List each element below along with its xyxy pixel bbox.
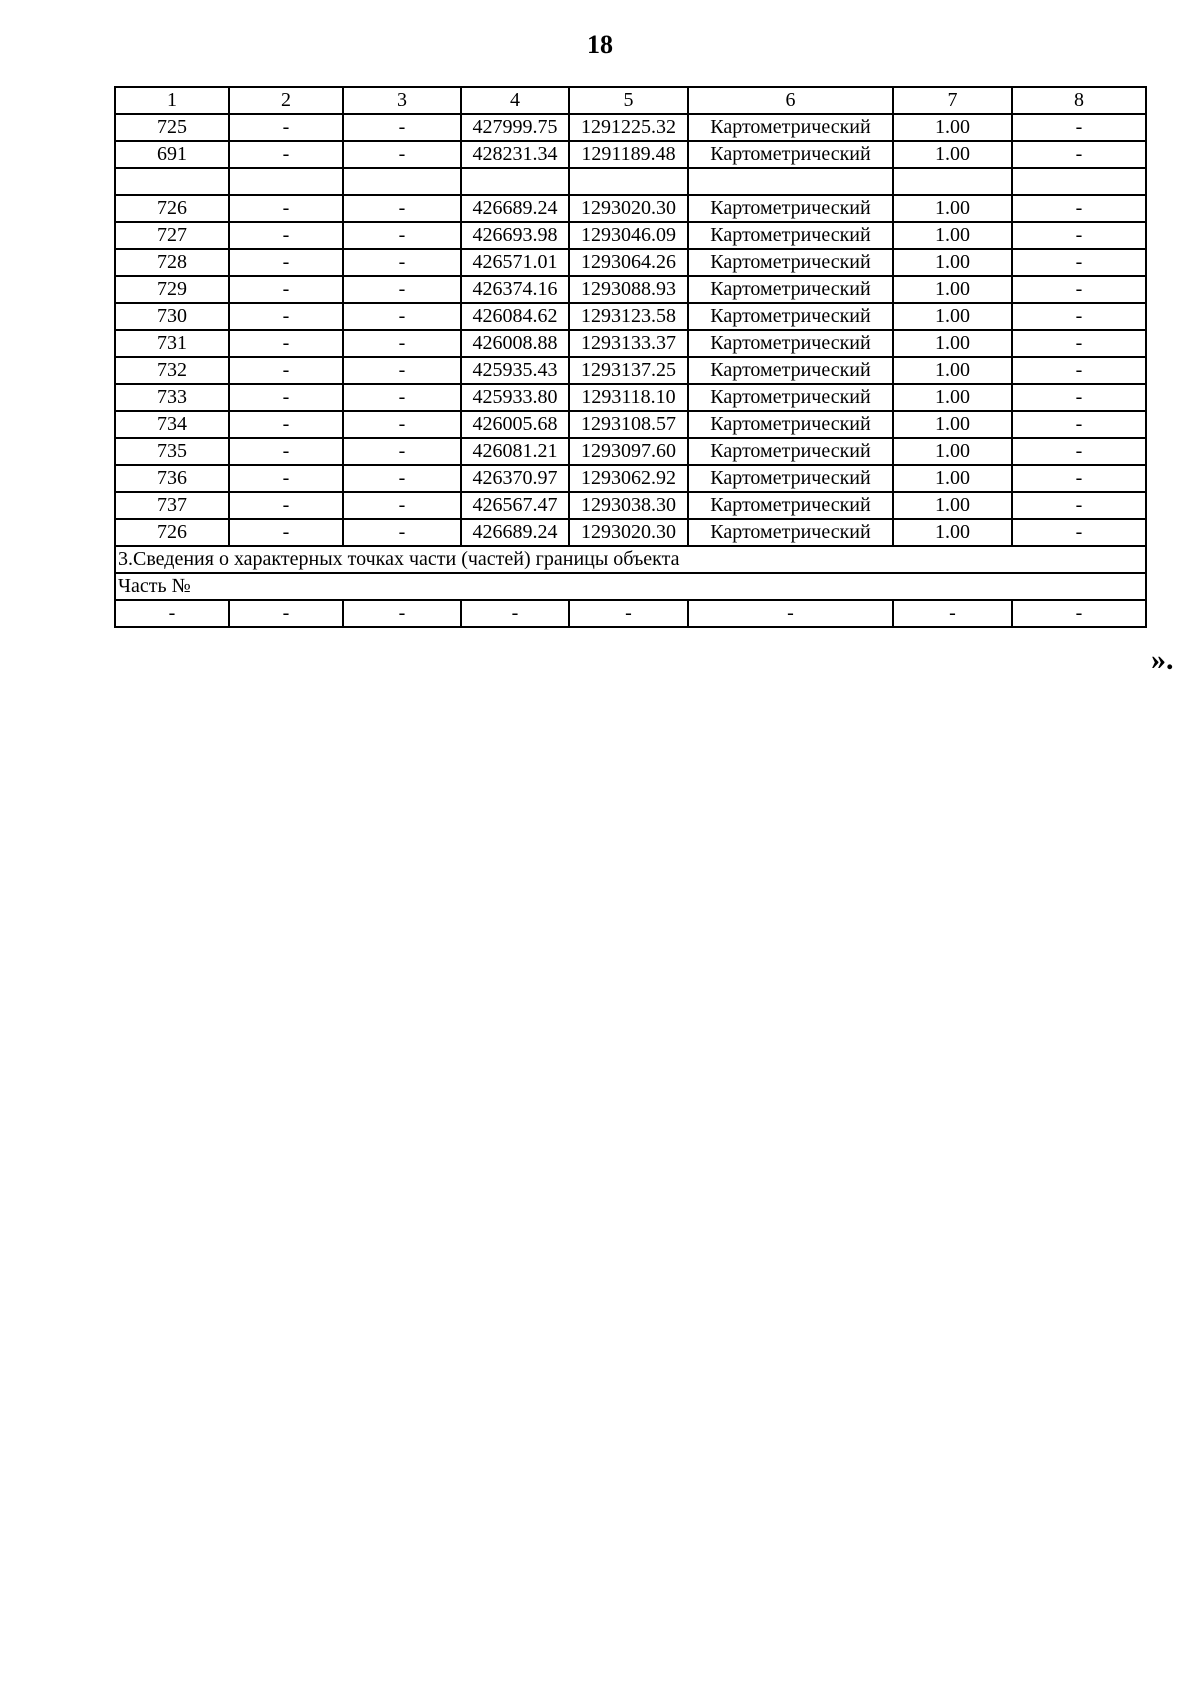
table-cell: Картометрический	[688, 357, 893, 384]
table-cell: 1	[115, 87, 229, 114]
table-cell: 4	[461, 87, 569, 114]
table-cell: 737	[115, 492, 229, 519]
table-cell: -	[229, 600, 343, 627]
table-cell: -	[1012, 465, 1146, 492]
closing-quote-mark: ».	[1151, 643, 1174, 676]
table-cell: 1.00	[893, 141, 1012, 168]
table-row	[115, 114, 1146, 141]
table-cell: 1291189.48	[569, 141, 688, 168]
table-cell: 426081.21	[461, 438, 569, 465]
table-cell	[688, 168, 893, 195]
table-cell: 1.00	[893, 519, 1012, 546]
page-number: 18	[587, 30, 613, 59]
table-cell: 728	[115, 249, 229, 276]
table-cell	[1012, 168, 1146, 195]
table-cell: -	[343, 465, 461, 492]
table-cell: Картометрический	[688, 411, 893, 438]
table-cell: -	[229, 195, 343, 222]
table-cell: 1293123.58	[569, 303, 688, 330]
table-cell: 732	[115, 357, 229, 384]
table-row	[115, 303, 1146, 330]
table-cell: 1.00	[893, 411, 1012, 438]
section-3-title	[115, 546, 1146, 573]
table-cell: -	[1012, 276, 1146, 303]
table-cell: 725	[115, 114, 229, 141]
table-cell: -	[688, 600, 893, 627]
table-cell: 1293118.10	[569, 384, 688, 411]
part-number-label	[115, 573, 1146, 600]
table-cell: 1.00	[893, 114, 1012, 141]
table-cell: -	[115, 600, 229, 627]
table-cell: -	[343, 114, 461, 141]
table-cell: Картометрический	[688, 519, 893, 546]
table-row	[115, 222, 1146, 249]
table-cell: -	[1012, 519, 1146, 546]
table-cell: -	[1012, 330, 1146, 357]
table-cell: -	[229, 141, 343, 168]
table-blank-row	[115, 168, 1146, 195]
table-cell: 734	[115, 411, 229, 438]
table-cell: 1.00	[893, 465, 1012, 492]
table-header-row	[115, 87, 1146, 114]
table-cell: 426370.97	[461, 465, 569, 492]
table-cell: 1293062.92	[569, 465, 688, 492]
table-cell: 1293097.60	[569, 438, 688, 465]
table-cell: -	[229, 330, 343, 357]
table-cell: Картометрический	[688, 384, 893, 411]
table-cell: -	[1012, 195, 1146, 222]
table-row	[115, 492, 1146, 519]
table-cell: 1.00	[893, 492, 1012, 519]
table-cell: 1293020.30	[569, 519, 688, 546]
table-row	[115, 411, 1146, 438]
table-cell: 1293108.57	[569, 411, 688, 438]
table-cell: 426689.24	[461, 195, 569, 222]
table-cell: 1.00	[893, 222, 1012, 249]
section-3-title-cell: 3.Сведения о характерных точках части (частей) границы объекта	[115, 546, 1146, 573]
table-cell: -	[229, 411, 343, 438]
table-cell: 426084.62	[461, 303, 569, 330]
table-row	[115, 465, 1146, 492]
table-cell: 426005.68	[461, 411, 569, 438]
table-cell: 1.00	[893, 357, 1012, 384]
table-cell: 426689.24	[461, 519, 569, 546]
table-cell: 426571.01	[461, 249, 569, 276]
table-cell: Картометрический	[688, 195, 893, 222]
table-cell: 1.00	[893, 384, 1012, 411]
table-cell: 426693.98	[461, 222, 569, 249]
table-cell: 1.00	[893, 195, 1012, 222]
table-cell: Картометрический	[688, 249, 893, 276]
table-cell: Картометрический	[688, 330, 893, 357]
table-cell: -	[569, 600, 688, 627]
table-cell: 8	[1012, 87, 1146, 114]
table-cell: -	[229, 384, 343, 411]
table-cell: -	[229, 222, 343, 249]
table-row	[115, 249, 1146, 276]
table-cell: 1293088.93	[569, 276, 688, 303]
table-cell: 1291225.32	[569, 114, 688, 141]
table-row	[115, 384, 1146, 411]
table-cell: 731	[115, 330, 229, 357]
table-cell: Картометрический	[688, 438, 893, 465]
table-row	[115, 438, 1146, 465]
table-cell: -	[229, 357, 343, 384]
table-cell: 1.00	[893, 330, 1012, 357]
table-cell: 6	[688, 87, 893, 114]
table-cell: -	[1012, 384, 1146, 411]
table-cell: -	[343, 222, 461, 249]
table-cell: -	[343, 303, 461, 330]
part-number-label-cell: Часть №	[115, 573, 1146, 600]
table-cell: 736	[115, 465, 229, 492]
table-cell: -	[229, 303, 343, 330]
table-cell: 425933.80	[461, 384, 569, 411]
table-body	[115, 87, 1146, 627]
table-cell: -	[343, 249, 461, 276]
table-cell: -	[1012, 411, 1146, 438]
table-cell: 1293064.26	[569, 249, 688, 276]
table-cell: Картометрический	[688, 303, 893, 330]
table-cell: -	[461, 600, 569, 627]
table-cell: -	[343, 492, 461, 519]
table-cell: -	[893, 600, 1012, 627]
table-cell: 735	[115, 438, 229, 465]
table-cell: 730	[115, 303, 229, 330]
table-cell: 428231.34	[461, 141, 569, 168]
table-cell: 1.00	[893, 438, 1012, 465]
table-cell: -	[229, 492, 343, 519]
table-cell: 1293133.37	[569, 330, 688, 357]
table-cell: -	[1012, 249, 1146, 276]
table-cell: 3	[343, 87, 461, 114]
table-cell: -	[343, 141, 461, 168]
table-cell: Картометрический	[688, 492, 893, 519]
table-row	[115, 141, 1146, 168]
table-cell: Картометрический	[688, 114, 893, 141]
table-row	[115, 519, 1146, 546]
coordinates-table	[114, 86, 1147, 628]
table-cell: -	[1012, 303, 1146, 330]
table-cell: -	[343, 357, 461, 384]
table-cell: -	[343, 330, 461, 357]
table-cell: Картометрический	[688, 222, 893, 249]
table-cell: -	[229, 276, 343, 303]
table-cell: -	[229, 519, 343, 546]
table-cell: -	[1012, 357, 1146, 384]
table-cell: 1.00	[893, 303, 1012, 330]
table-cell: -	[343, 195, 461, 222]
table-cell: 733	[115, 384, 229, 411]
table-cell: 426008.88	[461, 330, 569, 357]
table-cell	[229, 168, 343, 195]
table-cell: -	[343, 600, 461, 627]
table-row	[115, 330, 1146, 357]
table-cell: -	[343, 276, 461, 303]
table-cell: 691	[115, 141, 229, 168]
table-cell: -	[229, 465, 343, 492]
table-cell: Картометрический	[688, 465, 893, 492]
table-cell: 5	[569, 87, 688, 114]
table-cell: 426567.47	[461, 492, 569, 519]
table-cell: 425935.43	[461, 357, 569, 384]
table-cell: -	[1012, 600, 1146, 627]
table-cell	[115, 168, 229, 195]
table-cell: -	[229, 249, 343, 276]
table-cell: 1293137.25	[569, 357, 688, 384]
table-cell: -	[1012, 438, 1146, 465]
table-cell: 726	[115, 195, 229, 222]
table-cell: Картометрический	[688, 276, 893, 303]
table-dash-row	[115, 600, 1146, 627]
table-cell: 1293046.09	[569, 222, 688, 249]
table-cell: 729	[115, 276, 229, 303]
table-cell: -	[343, 411, 461, 438]
table-cell	[569, 168, 688, 195]
table-cell: 726	[115, 519, 229, 546]
table-cell: 1293038.30	[569, 492, 688, 519]
table-cell: -	[343, 384, 461, 411]
table-cell: 7	[893, 87, 1012, 114]
table-row	[115, 276, 1146, 303]
table-cell: -	[1012, 222, 1146, 249]
table-cell: 426374.16	[461, 276, 569, 303]
table-cell: Картометрический	[688, 141, 893, 168]
table-cell: -	[1012, 114, 1146, 141]
table-row	[115, 195, 1146, 222]
table-cell: 1.00	[893, 249, 1012, 276]
table-cell: 1293020.30	[569, 195, 688, 222]
table-cell	[461, 168, 569, 195]
table-cell: 727	[115, 222, 229, 249]
table-cell: 427999.75	[461, 114, 569, 141]
table-cell: 1.00	[893, 276, 1012, 303]
table-cell: -	[343, 519, 461, 546]
table-cell: -	[229, 114, 343, 141]
table-cell: -	[229, 438, 343, 465]
table-cell	[343, 168, 461, 195]
table-cell: 2	[229, 87, 343, 114]
table-row	[115, 357, 1146, 384]
table-cell: -	[1012, 141, 1146, 168]
table-cell	[893, 168, 1012, 195]
table-cell: -	[1012, 492, 1146, 519]
table-cell: -	[343, 438, 461, 465]
